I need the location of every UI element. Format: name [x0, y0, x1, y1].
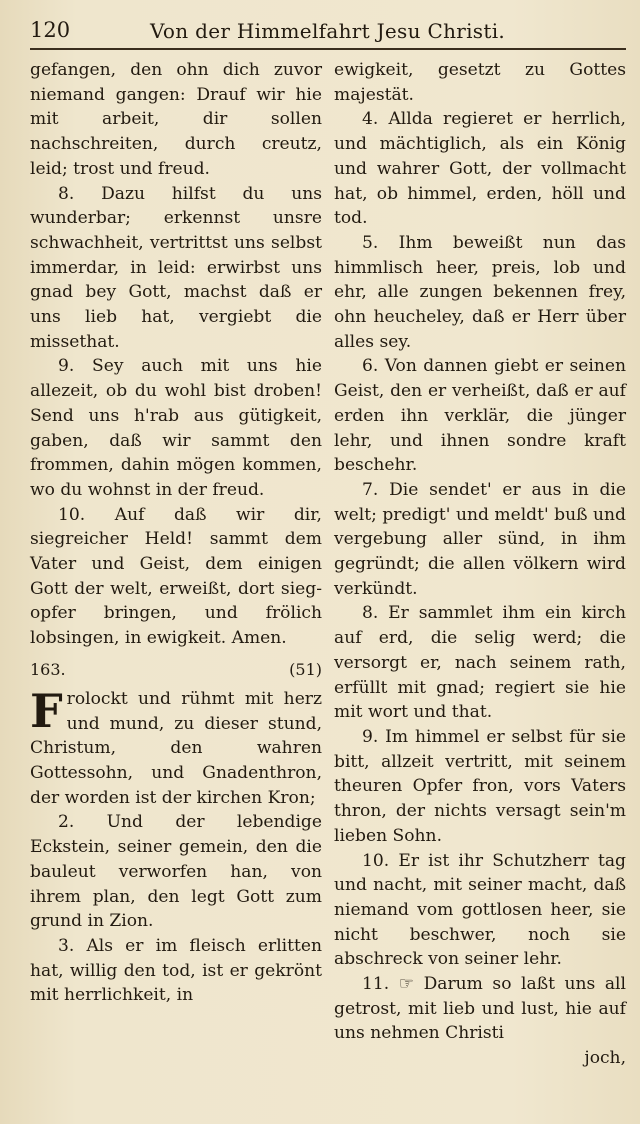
hymn-verse-11: 11. ☞ Darum so laßt uns all getrost, mit lieb und lust, hie auf uns nehmen Christi: [334, 974, 626, 1044]
catchword: joch,: [584, 1048, 626, 1069]
running-title: Von der Himmelfahrt Jesu Christi.: [150, 19, 506, 43]
left-column: [30, 58, 322, 1008]
hymn-first-verse: [30, 683, 322, 811]
verse-continuation-right: ewigkeit, gesetzt zu Gottes majestät.: [334, 60, 626, 105]
hymn-verse-5: 5. Ihm beweißt nun das himmlisch heer, preis, lob und ehr, alle zungen bekennen frey, ohn heucheley, daß er Herr über alles sey.: [334, 232, 626, 352]
hymn-verse-6: 6. Von dannen giebt er seinen Geist, den er verheißt, daß er auf erden ihn verklär, die jünger lehr, und ihnen sondre kraft beschehr.: [334, 356, 626, 476]
hymn-verse-7: 7. Die sendet' er aus in die welt; predigt' und meldt' buß und vergebung aller sünd, in ihm gegründt; die allen völkern wird verkündt.: [334, 479, 626, 599]
verse-9: 9. Sey auch mit uns hie allezeit, ob du wohl bist droben! Send uns h'rab aus gütigkeit, gaben, daß wir sammt den frommen, dahin mögen kommen, wo du wohnst in der freud.: [30, 356, 322, 500]
page-number: 120: [30, 18, 71, 42]
drop-cap: F: [30, 683, 63, 738]
hymn-first-verse-text: rolockt und rühmt mit herz und mund, zu dieser stund, Christum, den wahren Gottessohn, und Gnadenthron, der worden ist der kirchen Kron;: [30, 688, 322, 808]
hymn-verse-9: 9. Im himmel er selbst für sie bitt, allzeit vertritt, mit seinem theuren Opfer fron, vors Vaters thron, der nichts versagt sein'm lieben Sohn.: [334, 726, 626, 846]
right-column: [334, 58, 626, 1071]
verse-8: 8. Dazu hilfst du uns wunderbar; erkennst unsre schwachheit, vertrittst uns selbst immerdar, in leid: erwirbst uns gnad bey Gott, machst daß er uns lieb hat, vergiebt die missethat.: [30, 183, 322, 352]
verse-10: 10. Auf daß wir dir, siegreicher Held! sammt dem Vater und Geist, dem einigen Gott der welt, erweißt, dort sieg-opfer bringen, und frölich lobsingen, in ewigkeit. Amen.: [30, 504, 322, 649]
hymn-number: 163.: [30, 659, 66, 679]
hymn-verse-8: 8. Er sammlet ihm ein kirch auf erd, die selig werd; die versorgt er, nach seinem rath, erfüllt mit gnad; regiert sie hie mit wort und that.: [334, 603, 626, 723]
verse-continuation: gefangen, den ohn dich zuvor niemand gangen: Drauf wir hie mit arbeit, dir sollen nachschreiten, durch creutz, leid; trost und freud.: [30, 60, 322, 179]
hymn-verse-2: 2. Und der lebendige Eckstein, seiner gemein, den die bauleut verworfen han, von ihrem plan, den legt Gott zum grund in Zion.: [30, 812, 322, 932]
page-header: [30, 14, 626, 50]
hymn-verse-4: 4. Allda regieret er herrlich, und mächtiglich, als ein König und wahrer Gott, der vollmacht hat, ob himmel, erden, höll und tod.: [334, 109, 626, 229]
hymn-verse-3: 3. Als er im fleisch erlitten hat, willig den tod, ist er gekrönt mit herrlichkeit, in: [30, 935, 322, 1006]
tune-reference: (51): [289, 659, 322, 679]
hymn-heading: [30, 655, 322, 685]
hymn-verse-10: 10. Er ist ihr Schutzherr tag und nacht, mit seiner macht, daß niemand vom gottlosen heer, sie nicht beschwer, noch sie abschreck von seiner lehr.: [334, 850, 626, 970]
